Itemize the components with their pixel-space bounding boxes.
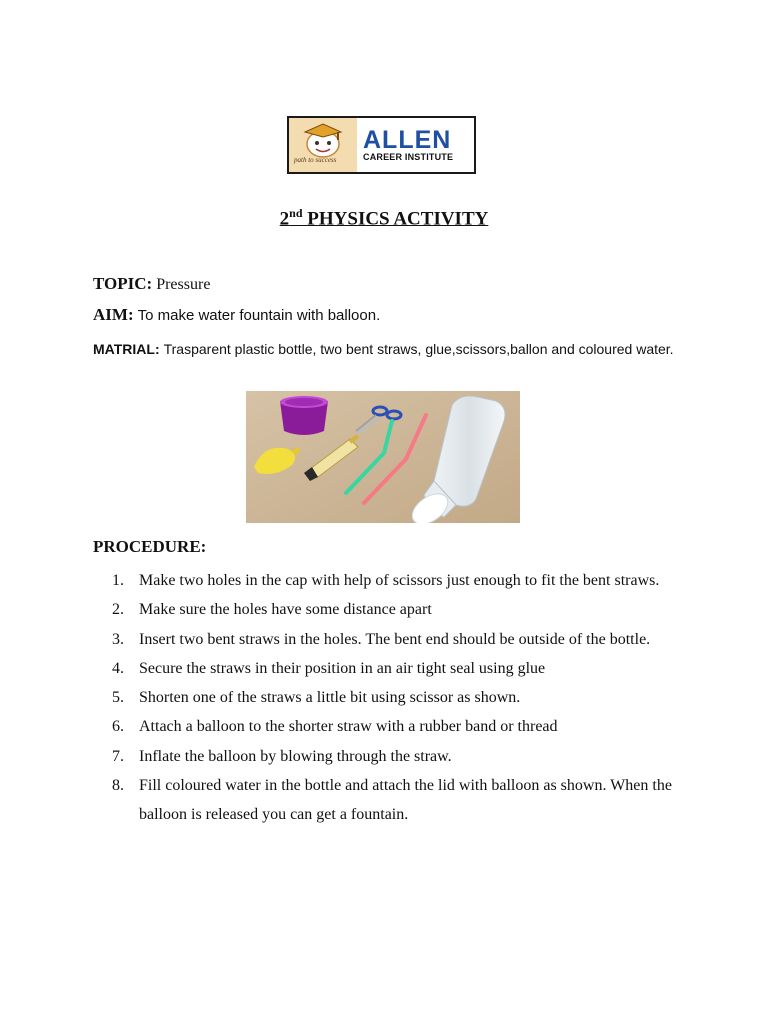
- allen-logo: [287, 116, 476, 174]
- list-item: [112, 712, 682, 741]
- step-text: Fill coloured water in the bottle and attach the lid with balloon as shown. When the balloon is released you can get a fountain.: [139, 777, 672, 824]
- page-title: [0, 206, 768, 230]
- procedure-list: [112, 566, 682, 830]
- step-text: Shorten one of the straws a little bit using scissor as shown.: [139, 689, 521, 707]
- material-row: [93, 339, 683, 360]
- aim-row: [93, 305, 380, 325]
- step-number: 1.: [112, 572, 124, 589]
- list-item: [112, 595, 682, 624]
- list-item: [112, 566, 682, 595]
- list-item: [112, 625, 682, 654]
- logo-mascot: [289, 118, 357, 172]
- topic-row: [93, 274, 210, 294]
- step-text: Attach a balloon to the shorter straw with a rubber band or thread: [139, 718, 558, 736]
- topic-value: Pressure: [156, 276, 211, 293]
- list-item: [112, 683, 682, 712]
- title-ordinal-suffix: nd: [289, 206, 303, 220]
- title-ordinal-number: 2: [279, 208, 290, 230]
- procedure-heading: PROCEDURE:: [93, 537, 207, 556]
- step-text: Insert two bent straws in the holes. The bent end should be outside of the bottle.: [139, 630, 651, 648]
- aim-value: To make water fountain with balloon.: [137, 307, 381, 324]
- list-item: [112, 742, 682, 771]
- step-number: 6.: [112, 718, 124, 736]
- step-text: Inflate the balloon by blowing through the straw.: [139, 747, 452, 765]
- logo-tagline: path to success: [294, 156, 337, 164]
- mascot-icon: [289, 118, 357, 174]
- list-item: [112, 654, 682, 683]
- material-value: Trasparent plastic bottle, two bent straws, glue,scissors,ballon and coloured water.: [163, 341, 674, 357]
- step-number: 2.: [112, 601, 124, 619]
- topic-label: TOPIC:: [93, 274, 153, 293]
- step-text: Make sure the holes have some distance apart: [139, 601, 432, 619]
- purple-water-cup-icon: [280, 396, 328, 435]
- step-number: 3.: [112, 630, 124, 648]
- step-number: 4.: [112, 659, 124, 677]
- list-item: [112, 771, 682, 830]
- step-text: Make two holes in the cap with help of scissors just enough to fit the bent straws.: [139, 572, 660, 589]
- logo-subtitle: CAREER INSTITUTE: [363, 151, 454, 162]
- step-number: 7.: [112, 747, 124, 765]
- logo-brand: ALLEN: [363, 125, 452, 154]
- step-number: 5.: [112, 689, 124, 707]
- material-label: MATRIAL:: [93, 341, 160, 357]
- step-number: 8.: [112, 777, 124, 795]
- materials-photo: [246, 391, 520, 523]
- step-text: Secure the straws in their position in an air tight seal using glue: [139, 659, 546, 677]
- aim-label: AIM:: [93, 305, 134, 324]
- title-text: PHYSICS ACTIVITY: [307, 208, 489, 230]
